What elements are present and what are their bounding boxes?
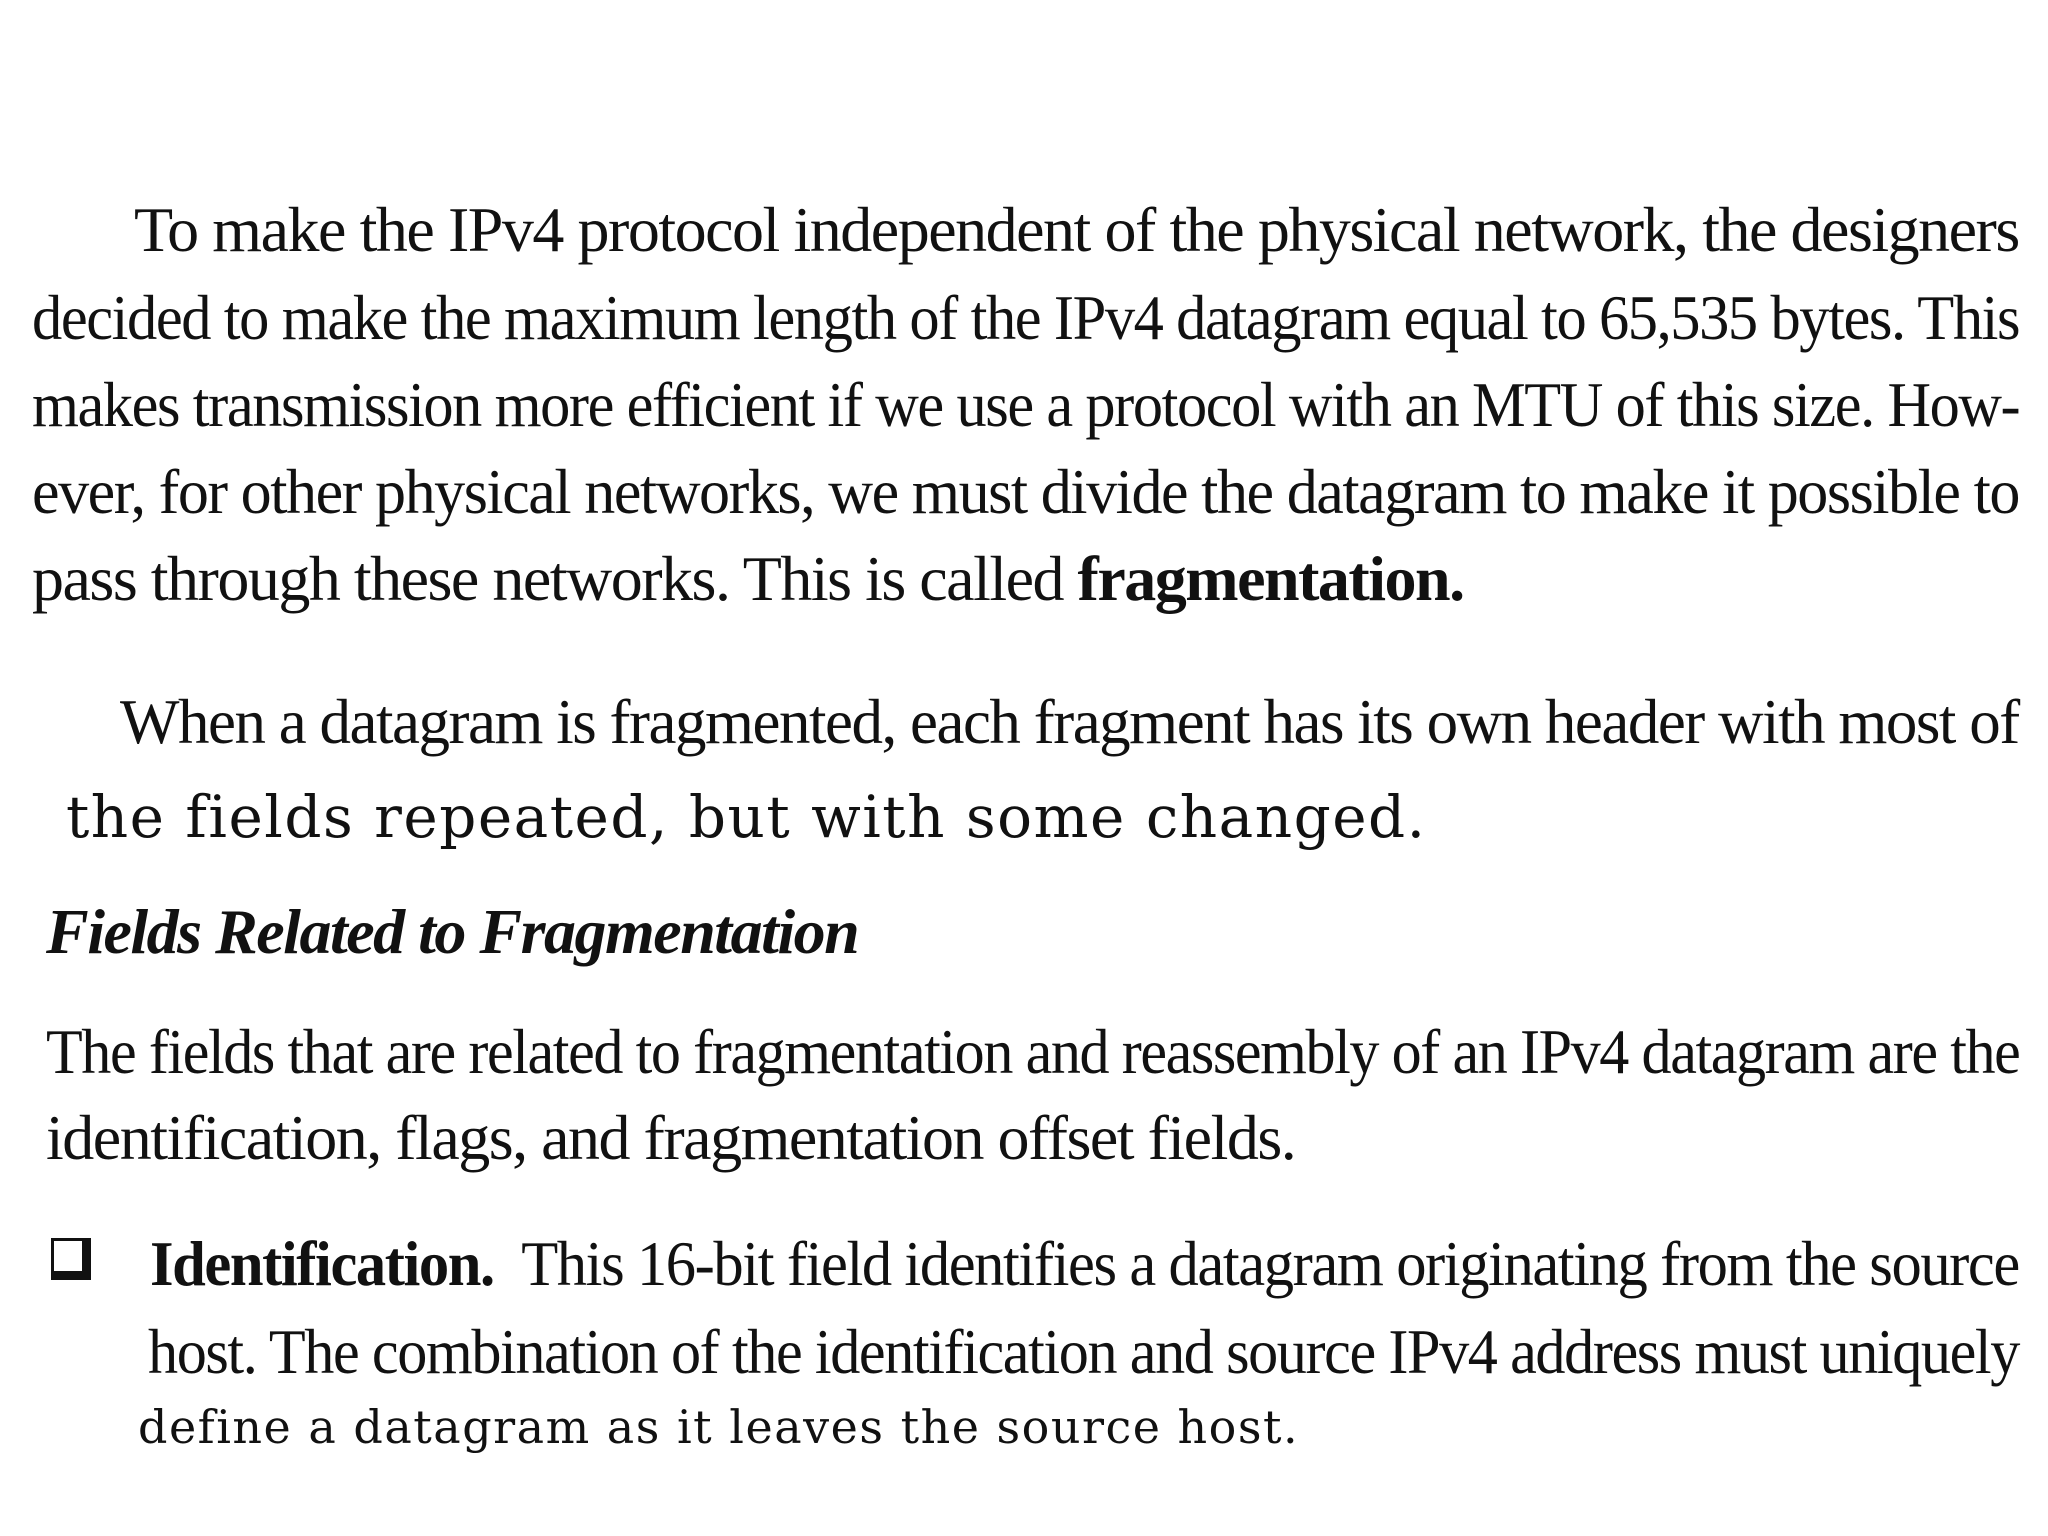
paragraph-1-line-1: To make the IPv4 protocol independent of the physical network, the designers <box>134 194 2019 265</box>
paragraph-3-line-2: identification, flags, and fragmentation offset fields. <box>46 1102 1296 1173</box>
paragraph-1-line-3: makes transmission more efficient if we use a protocol with an MTU of this size. How- <box>32 369 2020 440</box>
paragraph-1-line-5: pass through these networks. This is called fragmentation. <box>32 543 1464 614</box>
paragraph-1-line-2: decided to make the maximum length of the IPv4 datagram equal to 65,535 bytes. This <box>32 282 2020 353</box>
bullet-line-1: Identification. This 16-bit field identifies a datagram originating from the source <box>150 1228 2019 1299</box>
paragraph-2-line-1: When a datagram is fragmented, each fragment has its own header with most of <box>120 686 2019 757</box>
bullet-title: Identification. <box>150 1228 494 1299</box>
section-heading: Fields Related to Fragmentation <box>46 896 859 967</box>
paragraph-3-line-1: The fields that are related to fragmentation and reassembly of an IPv4 datagram are the <box>46 1016 2020 1087</box>
paragraph-2-line-2: the fields repeated, but with some changed. <box>66 783 1427 851</box>
term-fragmentation: fragmentation. <box>1077 543 1464 614</box>
checkbox-bullet-icon <box>51 1238 91 1280</box>
bullet-line-2: host. The combination of the identification and source IPv4 address must uniquely <box>148 1316 2019 1387</box>
paragraph-1-line-4: ever, for other physical networks, we must divide the datagram to make it possible to <box>32 456 2019 527</box>
bullet-line-3: define a datagram as it leaves the source host. <box>138 1400 1300 1454</box>
